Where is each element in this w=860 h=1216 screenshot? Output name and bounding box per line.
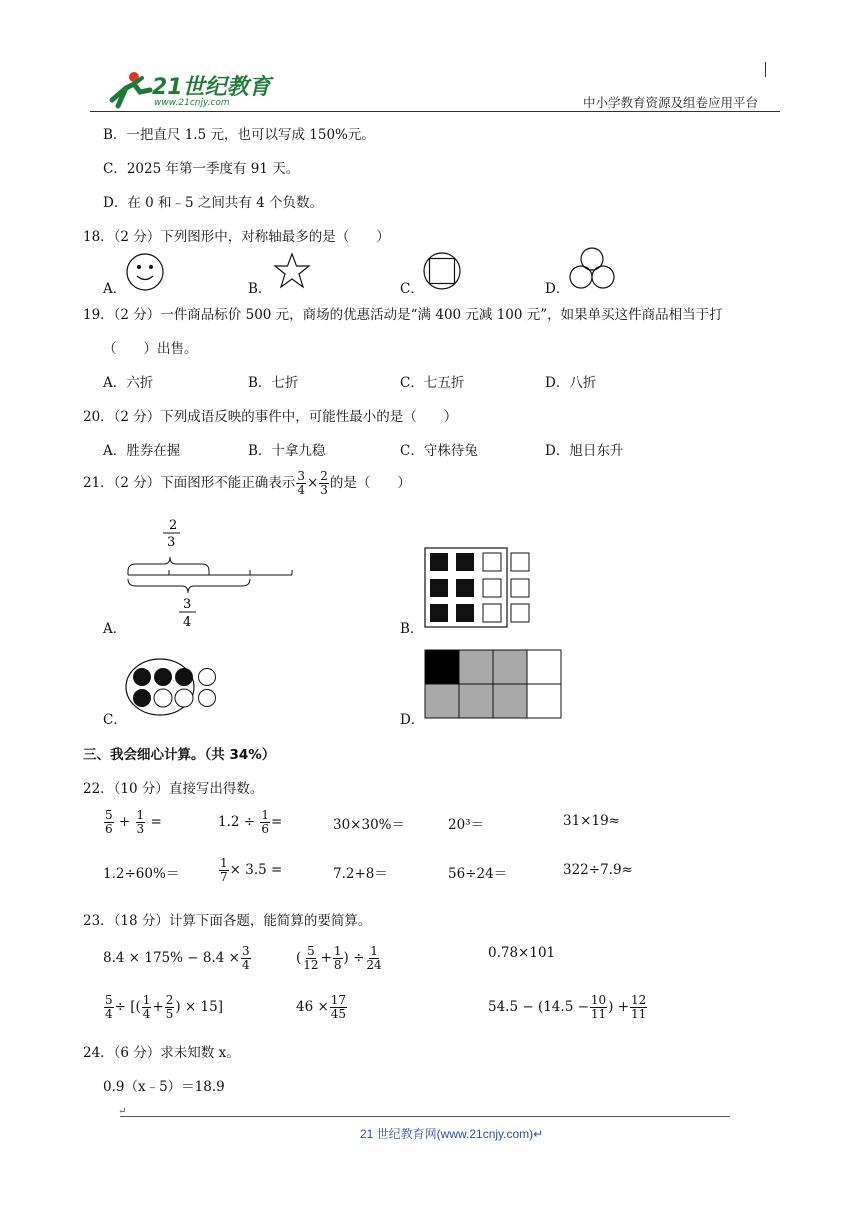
section-3-heading: 三、我会细心计算。（共 34%） bbox=[83, 747, 276, 763]
logo-url: www.21cnjy.com bbox=[154, 98, 230, 108]
q20-option-d: D．旭日东升 bbox=[545, 443, 624, 459]
q21-stem: 21．（2 分）下面图形不能正确表示 $\frac{3}{4}$ × $\frac{2}{3}$ 的是（ ） bbox=[83, 469, 411, 497]
q21-figure-c-circles bbox=[125, 657, 225, 717]
q21-figure-a-segment-diagram bbox=[120, 515, 300, 635]
q23-expr-c: 0.78×101 bbox=[488, 945, 556, 961]
q18-label-b: B． bbox=[248, 281, 272, 297]
q22-expr-10: 322÷7.9≈ bbox=[563, 862, 633, 878]
q21-label-b: B． bbox=[400, 621, 424, 637]
q18-label-c: C． bbox=[400, 281, 424, 297]
logo bbox=[104, 70, 274, 110]
q21-figure-b-square-grid bbox=[424, 547, 534, 627]
q22-expr-4: 20³＝ bbox=[448, 817, 485, 833]
q17-option-b: B．一把直尺 1.5 元，也可以写成 150%元。 bbox=[103, 127, 375, 143]
footer-text: 21 世纪教育网(www.21cnjy.com)↵ bbox=[360, 1127, 544, 1141]
q22-expr-8: 7.2+8＝ bbox=[333, 866, 388, 882]
q23-stem: 23．（18 分）计算下面各题，能简算的要简算。 bbox=[83, 913, 372, 929]
fraction-two-thirds: $\frac{2}{3}$ bbox=[320, 469, 328, 497]
svg-text:3: 3 bbox=[167, 535, 176, 550]
q22-expr-5: 31×19≈ bbox=[563, 813, 620, 829]
q19-option-b: B．七折 bbox=[248, 375, 299, 391]
q22-expr-6: 1.2÷60%＝ bbox=[103, 866, 180, 882]
smiley-face-icon bbox=[125, 252, 165, 292]
q21-figure-d-rectangle-grid bbox=[425, 650, 565, 720]
q21-label-d: D． bbox=[400, 712, 425, 728]
q19-option-a: A．六折 bbox=[103, 375, 154, 391]
svg-text:4: 4 bbox=[183, 615, 192, 630]
q19-option-d: D．八折 bbox=[545, 375, 597, 391]
q23-expr-e: 46 × $\frac{17}{45}$ bbox=[296, 993, 347, 1021]
q19-option-c: C．七五折 bbox=[400, 375, 465, 391]
three-circles-icon bbox=[568, 247, 616, 291]
q18-stem: 18．（2 分）下列图形中，对称轴最多的是（ ） bbox=[83, 229, 390, 245]
q23-expr-f: 54.5 − (14.5 − $\frac{10}{11}$ ) + $\frac{12}{11}$ bbox=[488, 993, 647, 1021]
q22-expr-2: 1.2 ÷ $\frac{1}{6}$ = bbox=[218, 808, 283, 836]
q23-expr-b: ( $\frac{5}{12}$ + $\frac{1}{8}$ ) ÷ $\frac{1}{24}$ bbox=[296, 944, 382, 972]
q22-stem: 22．（10 分）直接写出得数。 bbox=[83, 781, 264, 797]
star-icon bbox=[272, 252, 312, 292]
q19-stem-line1: 19．（2 分）一件商品标价 500 元，商场的优惠活动是“满 400 元减 100 元”，如果单买这件商品相当于打 bbox=[83, 307, 723, 323]
q21-stem-post: 的是（ ） bbox=[329, 475, 411, 491]
fraction-three-quarters: $\frac{3}{4}$ bbox=[297, 469, 305, 497]
q17-option-d: D．在 0 和﹣5 之间共有 4 个负数。 bbox=[103, 195, 324, 211]
text-cursor bbox=[765, 62, 766, 77]
logo-text: 21世纪教育 bbox=[152, 75, 271, 100]
footer-divider bbox=[120, 1116, 730, 1117]
q22-expr-9: 56÷24＝ bbox=[448, 866, 508, 882]
return-mark-icon: ↵ bbox=[118, 1106, 127, 1117]
svg-text:3: 3 bbox=[183, 597, 192, 612]
q18-label-d: D． bbox=[545, 281, 570, 297]
q20-option-c: C．守株待兔 bbox=[400, 443, 478, 459]
q22-expr-7: $\frac{1}{7}$ × 3.5 = bbox=[220, 856, 283, 884]
q23-expr-a: 8.4 × 175% − 8.4 × $\frac{3}{4}$ bbox=[103, 944, 250, 972]
q19-stem-line2: （ ）出售。 bbox=[103, 341, 198, 357]
q21-stem-pre: 21．（2 分）下面图形不能正确表示 bbox=[83, 475, 296, 491]
runner-icon bbox=[104, 70, 154, 110]
square-in-circle-icon bbox=[422, 251, 462, 291]
q18-label-a: A． bbox=[103, 281, 127, 297]
q21-label-c: C． bbox=[103, 712, 127, 728]
footer-label: 21 世纪教育网(www.21cnjy.com) bbox=[360, 1127, 534, 1141]
q20-option-b: B．十拿九稳 bbox=[248, 443, 326, 459]
header-divider bbox=[90, 111, 780, 112]
q24-equation: 0.9（x﹣5）＝18.9 bbox=[103, 1079, 225, 1095]
q23-expr-d: $\frac{5}{4}$ ÷ [( $\frac{1}{4}$ + $\frac{2}{5}$ ) × 15] bbox=[105, 993, 223, 1021]
svg-text:2: 2 bbox=[169, 518, 178, 533]
q22-expr-3: 30×30%＝ bbox=[333, 817, 405, 833]
q20-option-a: A．胜券在握 bbox=[103, 443, 181, 459]
q21-label-a: A． bbox=[103, 621, 127, 637]
platform-title: 中小学教育资源及组卷应用平台 bbox=[583, 95, 759, 110]
q17-option-c: C．2025 年第一季度有 91 天。 bbox=[103, 161, 300, 177]
q24-stem: 24．（6 分）求未知数 x。 bbox=[83, 1045, 240, 1061]
q22-expr-1: $\frac{5}{6}$ + $\frac{1}{3}$ = bbox=[105, 808, 162, 836]
q20-stem: 20．（2 分）下列成语反映的事件中，可能性最小的是（ ） bbox=[83, 409, 458, 425]
